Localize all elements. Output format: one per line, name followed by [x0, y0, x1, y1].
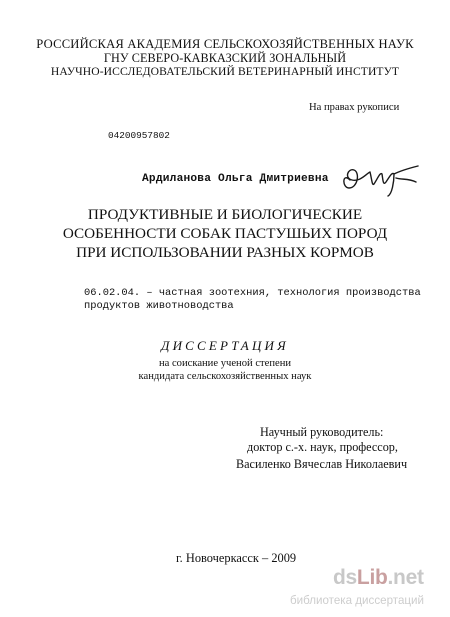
supervisor-credentials: доктор с.-х. наук, профессор, — [247, 440, 398, 454]
watermark-caption: библиотека диссертаций — [290, 594, 424, 607]
watermark-logo-lib: Lib — [356, 566, 388, 589]
thesis-title-line-2: ОСОБЕННОСТИ СОБАК ПАСТУШЬИХ ПОРОД — [62, 225, 388, 242]
degree-line-1: на соискание ученой степени — [158, 358, 292, 369]
document-type: ДИССЕРТАЦИЯ — [161, 338, 289, 353]
academy-name: РОССИЙСКАЯ АКАДЕМИЯ СЕЛЬСКОХОЗЯЙСТВЕННЫХ НАУК — [36, 37, 414, 51]
institute-line-1: ГНУ СЕВЕРО-КАВКАЗСКИЙ ЗОНАЛЬНЫЙ — [103, 51, 347, 65]
manuscript-rights-note: На правах рукописи — [309, 102, 400, 113]
registry-code: 04200957802 — [108, 130, 170, 141]
specialty-line-2: продуктов животноводства — [84, 300, 234, 312]
watermark-logo-ds: ds — [333, 566, 357, 589]
thesis-title-line-3: ПРИ ИСПОЛЬЗОВАНИИ РАЗНЫХ КОРМОВ — [76, 244, 374, 261]
author-name: Ардиланова Ольга Дмитриевна — [142, 173, 329, 185]
thesis-title-line-1: ПРОДУКТИВНЫЕ И БИОЛОГИЧЕСКИЕ — [87, 206, 363, 223]
place-and-year: г. Новочеркасск – 2009 — [176, 551, 297, 565]
watermark-logo — [333, 567, 424, 588]
degree-line-2: кандидата сельскохозяйственных наук — [138, 371, 312, 382]
supervisor-name: Василенко Вячеслав Николаевич — [236, 457, 408, 471]
handwritten-signature — [336, 158, 420, 198]
specialty-line-1: 06.02.04. – частная зоотехния, технология производства — [84, 287, 421, 299]
supervisor-heading: Научный руководитель: — [260, 425, 384, 439]
institute-line-2: НАУЧНО-ИССЛЕДОВАТЕЛЬСКИЙ ВЕТЕРИНАРНЫЙ ИНСТИТУТ — [50, 65, 400, 78]
watermark-logo-net: .net — [387, 566, 424, 589]
